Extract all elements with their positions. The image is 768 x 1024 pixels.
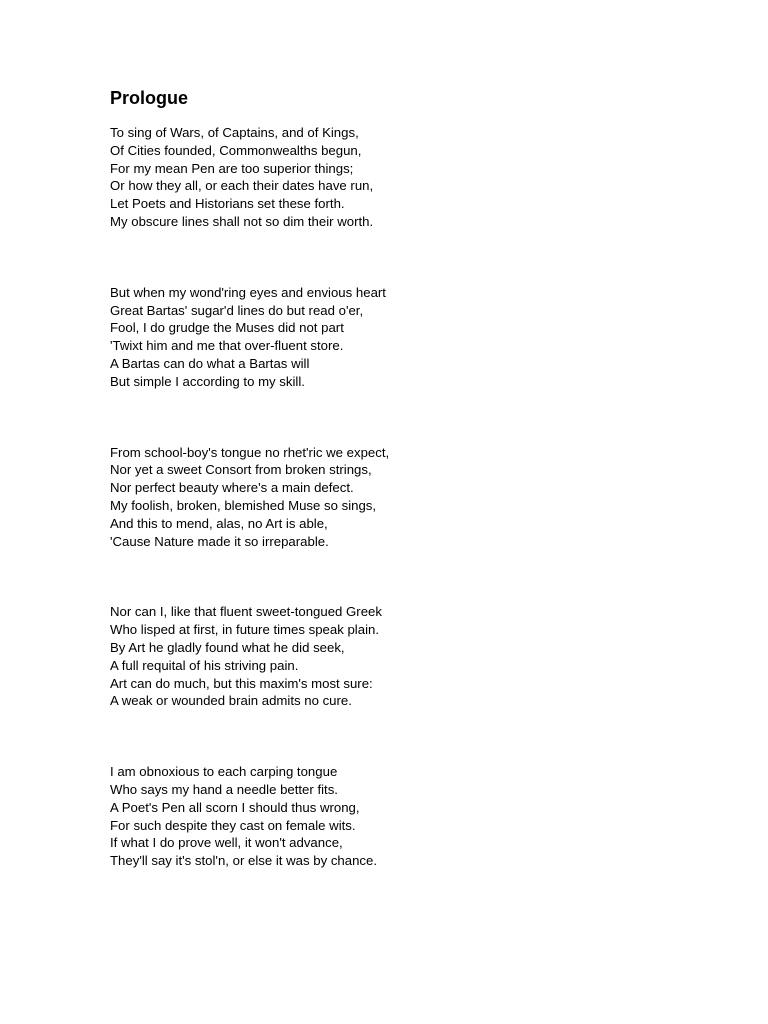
- poem-line: A full requital of his striving pain.: [110, 657, 299, 673]
- poem-line: Nor perfect beauty where's a main defect.: [110, 480, 354, 496]
- stanza: [110, 124, 710, 231]
- poem-line: A weak or wounded brain admits no cure.: [110, 693, 352, 709]
- stanza: [110, 284, 710, 391]
- poem-line: For such despite they cast on female wits.: [110, 817, 356, 833]
- poem-line: I am obnoxious to each carping tongue: [110, 764, 338, 780]
- poem-line: By Art he gladly found what he did seek,: [110, 639, 345, 655]
- poem-line: Great Bartas' sugar'd lines do but read o'er,: [110, 302, 364, 318]
- document-page: [110, 86, 710, 870]
- poem-line: They'll say it's stol'n, or else it was by chance.: [110, 853, 378, 869]
- poem-line: A Bartas can do what a Bartas will: [110, 355, 310, 371]
- poem-line: Nor yet a sweet Consort from broken strings,: [110, 462, 372, 478]
- poem-line: Fool, I do grudge the Muses did not part: [110, 320, 344, 336]
- poem-line: Of Cities founded, Commonwealths begun,: [110, 142, 362, 158]
- stanza: [110, 603, 710, 710]
- poem-line: 'Cause Nature made it so irreparable.: [110, 533, 329, 549]
- poem-line: Let Poets and Historians set these forth.: [110, 196, 345, 212]
- poem-line: Art can do much, but this maxim's most sure:: [110, 675, 373, 691]
- poem-line: My foolish, broken, blemished Muse so sings,: [110, 497, 377, 513]
- poem-line: For my mean Pen are too superior things;: [110, 160, 354, 176]
- poem-line: Or how they all, or each their dates have run,: [110, 178, 374, 194]
- poem-line: A Poet's Pen all scorn I should thus wrong,: [110, 799, 360, 815]
- poem-line: If what I do prove well, it won't advance,: [110, 835, 343, 851]
- page-title: Prologue: [110, 88, 189, 108]
- poem-line: Nor can I, like that fluent sweet-tongued Greek: [110, 604, 382, 620]
- poem-line: My obscure lines shall not so dim their worth.: [110, 213, 374, 229]
- poem-body: [110, 124, 710, 870]
- poem-line: From school-boy's tongue no rhet'ric we expect,: [110, 444, 390, 460]
- poem-line: Who lisped at first, in future times speak plain.: [110, 622, 379, 638]
- poem-line: But when my wond'ring eyes and envious heart: [110, 284, 386, 300]
- stanza: [110, 763, 710, 870]
- poem-line: Who says my hand a needle better fits.: [110, 781, 338, 797]
- stanza: [110, 444, 710, 551]
- poem-line: And this to mend, alas, no Art is able,: [110, 515, 328, 531]
- poem-line: But simple I according to my skill.: [110, 373, 305, 389]
- poem-line: 'Twixt him and me that over-fluent store.: [110, 338, 344, 354]
- poem-line: To sing of Wars, of Captains, and of Kings,: [110, 125, 359, 140]
